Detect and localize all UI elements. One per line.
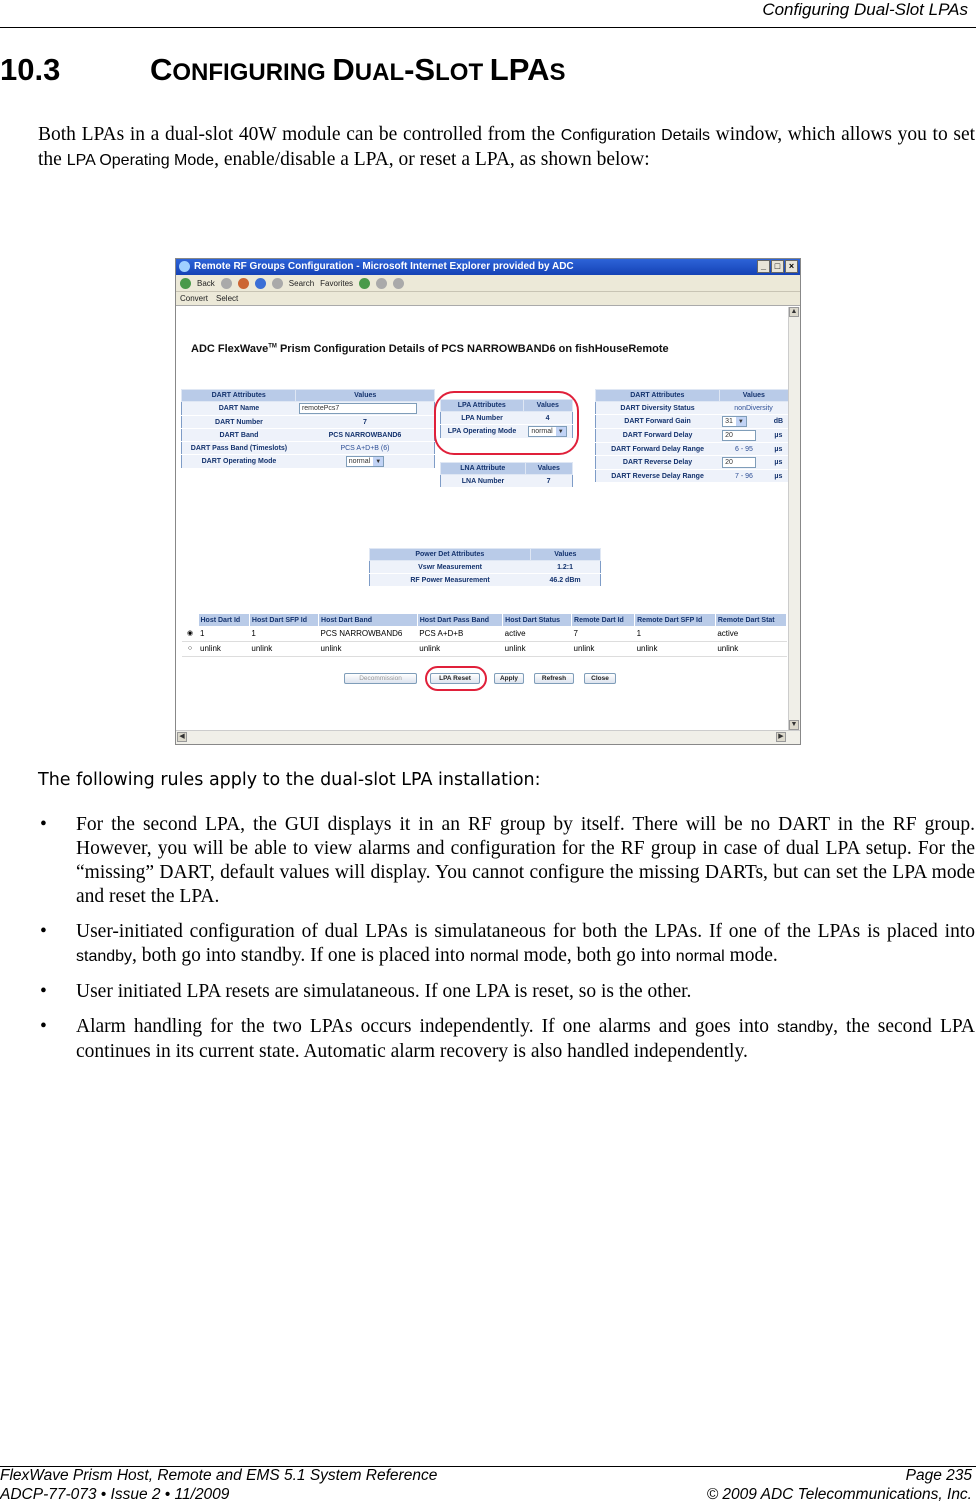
host-dart-table: Host Dart Id Host Dart SFP Id Host Dart Band Host Dart Pass Band Host Dart Status Remote Dart Id Remote Dart SFP Id Remote Dart Stat ◉ 1 1 PCS NARROWBAND6 PCS A+D+B active 7 1 active ○ unlink unlink unlink unlink unlink unlink unlink unlink	[182, 614, 787, 657]
refresh-button[interactable]: Refresh	[534, 673, 574, 684]
dart-operating-mode-select[interactable]: normal ▼	[346, 456, 384, 467]
section-title-text: CONFIGURING DUAL-SLOT LPAS	[150, 52, 566, 87]
row-radio[interactable]: ○	[182, 641, 198, 656]
scroll-up-icon[interactable]: ▲	[790, 308, 798, 315]
lpa-reset-highlight-circle	[425, 666, 487, 691]
vertical-scrollbar[interactable]	[788, 307, 800, 730]
refresh-icon[interactable]	[255, 278, 266, 289]
window-titlebar	[176, 259, 800, 275]
lpa-reset-button[interactable]: LPA Reset	[430, 673, 480, 684]
back-icon[interactable]	[180, 278, 191, 289]
row-radio[interactable]: ◉	[182, 626, 198, 641]
forward-gain-select[interactable]: 31 ▼	[722, 416, 747, 427]
reverse-delay-field[interactable]: 20	[722, 457, 756, 468]
decommission-button[interactable]: Decommission	[344, 673, 417, 684]
footer-doc-title: FlexWave Prism Host, Remote and EMS 5.1 System Reference	[0, 1467, 438, 1484]
minimize-icon[interactable]: _	[757, 260, 770, 273]
power-det-attributes-table: Power Det Attributes Values Vswr Measurement 1.2:1 RF Power Measurement 46.2 dBm	[369, 548, 601, 587]
ie-icon	[179, 261, 190, 272]
home-icon[interactable]	[272, 278, 283, 289]
print-icon[interactable]	[393, 278, 404, 289]
forward-delay-field[interactable]: 20	[722, 430, 756, 441]
close-icon[interactable]: ×	[785, 260, 798, 273]
lpa-operating-mode-select[interactable]: normal ▼	[528, 426, 566, 437]
close-button[interactable]: Close	[584, 673, 616, 684]
rules-intro: The following rules apply to the dual-slot LPA installation:	[38, 770, 541, 790]
scroll-down-icon[interactable]: ▼	[790, 721, 798, 728]
convert-button[interactable]: Convert	[180, 294, 209, 303]
lna-attributes-table: LNA Attribute Values LNA Number 7	[440, 462, 573, 488]
forward-icon[interactable]	[221, 278, 232, 289]
scroll-right-icon[interactable]: ▶	[776, 732, 786, 742]
page-heading: ADC FlexWave™ Prism Configuration Details of PCS NARROWBAND6 on fishHouseRemote	[191, 343, 669, 355]
list-item: • For the second LPA, the GUI displays it in an RF group by itself. There will be no DART in the RF group. However, you will be able to view alarms and configuration for the RF group in case of dual LPA setup. For the “missing” DART, default values will display. You cannot configure the missing DARTs, but can set the LPA mode and reset the LPA.	[40, 814, 975, 907]
section-number: 10.3	[0, 52, 61, 87]
term-configuration-details: Configuration Details	[560, 127, 711, 144]
table-row[interactable]: ◉ 1 1 PCS NARROWBAND6 PCS A+D+B active 7 1 active	[182, 626, 787, 641]
dart-attributes-table: DART Attributes Values DART Name remotePcs7 DART Number 7 DART Band PCS NARROWBAND6 DART Pass Band (Timeslots) PCS A+D+B (6) DART Operating Mode normal ▼	[181, 389, 435, 469]
back-button[interactable]: Back	[197, 278, 215, 288]
window-title: Remote RF Groups Configuration - Microsoft Internet Explorer provided by ADC	[194, 261, 574, 272]
running-head: Configuring Dual-Slot LPAs	[762, 0, 968, 19]
term-lpa-operating-mode: LPA Operating Mode	[66, 152, 215, 169]
table-row[interactable]: ○ unlink unlink unlink unlink unlink unlink unlink unlink	[182, 641, 787, 656]
horizontal-scrollbar[interactable]	[176, 730, 800, 744]
list-item: • User-initiated configuration of dual LPAs is simulataneous for both the LPAs. If one of the LPAs is placed into standby, both go into standby. If one is placed into normal mode, both go into normal mode.	[40, 921, 975, 966]
favorites-button[interactable]: Favorites	[320, 278, 354, 288]
page-content	[178, 307, 788, 730]
footer-copyright: © 2009 ADC Telecommunications, Inc.	[706, 1486, 972, 1503]
browser-toolbar	[176, 275, 800, 292]
list-item: • User initiated LPA resets are simulataneous. If one LPA is reset, so is the other.	[40, 981, 692, 1002]
list-item: • Alarm handling for the two LPAs occurs independently. If one alarms and goes into standby, the second LPA continues in its current state. Automatic alarm recovery is also handled independently.	[40, 1016, 975, 1062]
scroll-left-icon[interactable]: ◀	[177, 732, 187, 742]
search-button[interactable]: Search	[288, 278, 315, 288]
select-button[interactable]: Select	[216, 294, 239, 303]
footer-doc-id: ADCP-77-073 • Issue 2 • 11/2009	[0, 1486, 230, 1503]
lpa-attributes-table: LPA Attributes Values LPA Number 4 LPA Operating Mode normal ▼	[440, 399, 573, 439]
mail-icon[interactable]	[376, 278, 387, 289]
stop-icon[interactable]	[238, 278, 249, 289]
media-icon[interactable]	[359, 278, 370, 289]
section-title	[0, 52, 565, 88]
maximize-icon[interactable]: □	[771, 260, 784, 273]
browser-screenshot	[175, 258, 801, 745]
apply-button[interactable]: Apply	[494, 673, 524, 684]
dart-delay-attributes-table: DART Attributes Values DART Diversity Status nonDiversity DART Forward Gain 31 ▼ dB DART Forward Delay 20 µs DART Forward Delay Range 6 - 95 µs DART Reverse Delay 20 µs DART Reverse Delay Range 7 - 96 µs	[595, 389, 789, 483]
page-number: Page 235	[905, 1467, 972, 1484]
rules-list	[40, 813, 975, 1075]
header-rule	[0, 27, 976, 28]
dart-name-field[interactable]: remotePcs7	[299, 403, 417, 414]
secondary-toolbar	[176, 292, 800, 306]
lpa-highlight-circle	[434, 391, 579, 455]
intro-paragraph: Both LPAs in a dual-slot 40W module can be controlled from the Configuration Details window, which allows you to set the LPA Operating Mode, enable/disable a LPA, or reset a LPA, as shown below:	[38, 124, 976, 170]
